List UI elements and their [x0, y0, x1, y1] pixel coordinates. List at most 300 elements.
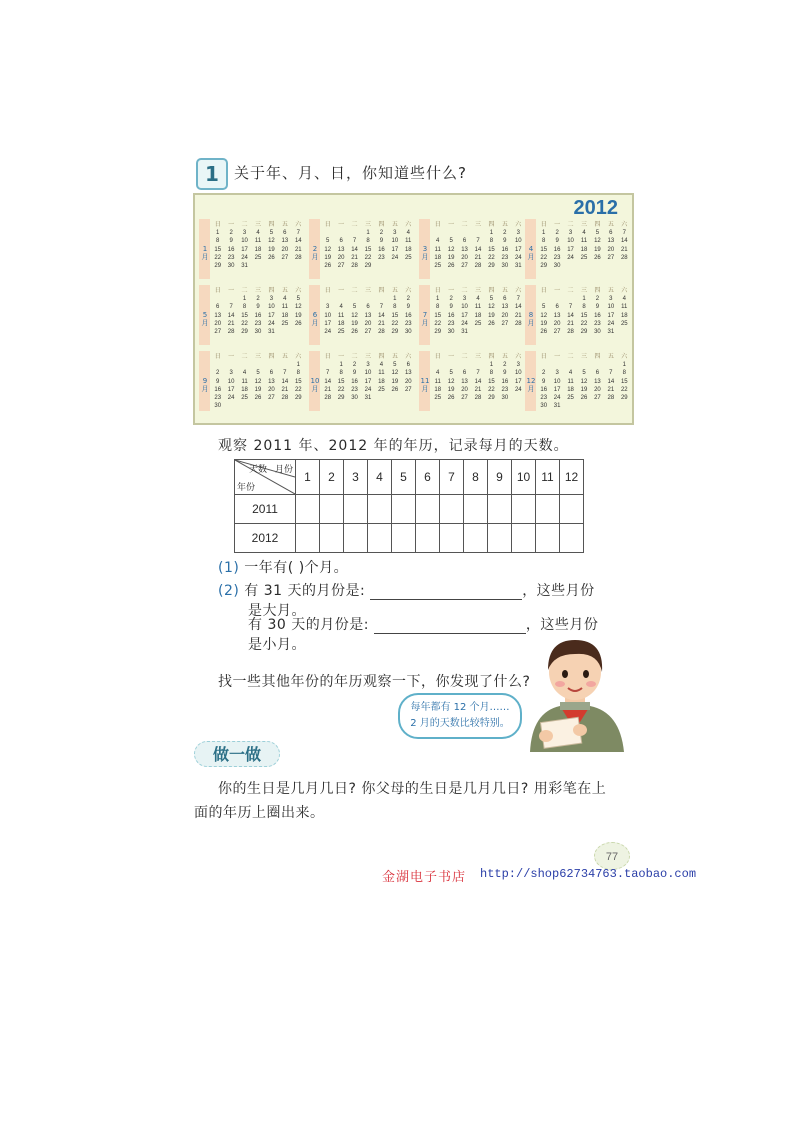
day-cell: 22 [214, 254, 222, 261]
calendar-month [309, 219, 417, 279]
day-cell: 23 [404, 320, 412, 327]
table-cell[interactable] [392, 495, 416, 524]
day-cell: 5 [393, 362, 397, 369]
day-cell: 5 [489, 296, 494, 303]
weekday-header: 日 [540, 222, 547, 228]
day-cell: 3 [516, 362, 520, 369]
day-cell: 3 [242, 230, 247, 237]
day-cell: 10 [391, 238, 399, 245]
day-cell: 11 [241, 378, 248, 385]
empty-day-cell [238, 361, 251, 369]
day-cell: 29 [294, 395, 302, 402]
day-cell: 27 [607, 254, 615, 261]
question-2-number: (2) [218, 583, 240, 599]
month-header-cell: 4 [368, 460, 392, 495]
day-cell: 23 [501, 386, 509, 393]
day-cell: 5 [352, 304, 357, 311]
weekday-header: 五 [281, 222, 288, 228]
day-cell: 21 [378, 320, 385, 327]
day-cell: 9 [503, 238, 507, 245]
calendar-month [309, 351, 417, 411]
table-cell[interactable] [560, 524, 584, 553]
day-cell: 15 [488, 246, 495, 253]
weekday-header: 二 [351, 354, 358, 360]
weekday-header: 五 [607, 354, 614, 360]
day-cell: 19 [351, 320, 358, 327]
weekday-header: 四 [268, 288, 275, 294]
weekday-header: 二 [567, 222, 574, 228]
question-2b-tail: 是小月。 [248, 637, 306, 653]
weekday-header: 六 [621, 222, 628, 228]
day-cell: 22 [434, 320, 442, 327]
weekday-header: 四 [594, 288, 601, 294]
day-cell: 3 [609, 296, 613, 303]
weekday-header: 一 [338, 288, 345, 294]
table-cell[interactable] [512, 524, 536, 553]
day-cell: 15 [214, 246, 222, 253]
day-cell: 27 [214, 329, 222, 336]
day-cell: 11 [405, 238, 412, 245]
day-cell: 23 [501, 254, 509, 261]
day-cell: 15 [580, 312, 588, 319]
day-cell: 29 [337, 395, 345, 402]
day-cell: 24 [461, 320, 468, 327]
month-label: 9月 [201, 377, 209, 393]
day-cell: 20 [404, 378, 412, 385]
day-cell: 2 [229, 230, 233, 237]
day-cell: 29 [488, 263, 495, 270]
day-cell: 17 [514, 246, 522, 253]
day-cell: 17 [324, 320, 332, 327]
day-cell: 17 [567, 246, 574, 253]
day-cell: 24 [227, 395, 235, 402]
day-cell: 28 [324, 395, 332, 402]
day-cell: 13 [281, 238, 289, 245]
day-cell: 13 [461, 378, 468, 385]
day-cell: 4 [476, 296, 480, 303]
table-cell[interactable] [416, 524, 440, 553]
day-cell: 20 [364, 320, 372, 327]
day-cell: 14 [567, 312, 574, 319]
day-cell: 8 [542, 238, 546, 245]
try-it-line-2: 面的年历上圈出来。 [194, 805, 325, 821]
day-cell: 4 [339, 304, 343, 311]
weekday-header: 二 [567, 288, 574, 294]
day-cell: 8 [216, 238, 220, 245]
corner-label-year: 年份 [237, 482, 256, 492]
day-cell: 12 [447, 378, 455, 385]
weekday-header: 四 [594, 354, 601, 360]
section-number-badge: 1 [196, 158, 228, 190]
empty-day-cell [431, 361, 444, 369]
day-cell: 9 [216, 378, 220, 385]
month-label: 11月 [420, 377, 430, 393]
month-day-grid [321, 221, 415, 270]
empty-day-cell [361, 295, 374, 303]
day-cell: 17 [364, 378, 372, 385]
day-cell: 17 [461, 312, 468, 319]
day-cell: 22 [294, 386, 302, 393]
table-cell[interactable] [464, 495, 488, 524]
day-cell: 27 [364, 329, 372, 336]
empty-day-cell [577, 361, 590, 369]
day-cell: 26 [294, 320, 302, 327]
day-cell: 17 [553, 386, 561, 393]
day-cell: 25 [241, 395, 248, 402]
day-cell: 26 [594, 254, 601, 261]
day-cell: 8 [582, 304, 586, 311]
weekday-header: 五 [391, 222, 398, 228]
day-cell: 27 [594, 395, 601, 402]
day-cell: 31 [268, 329, 275, 336]
day-cell: 6 [283, 230, 287, 237]
day-cell: 4 [582, 230, 586, 237]
day-cell: 6 [503, 296, 507, 303]
weekday-header: 六 [405, 288, 412, 294]
weekday-header: 四 [268, 354, 275, 360]
day-cell: 11 [254, 238, 262, 245]
day-cell: 21 [474, 386, 482, 393]
day-cell: 13 [364, 312, 372, 319]
weekday-header: 日 [540, 288, 547, 294]
weekday-header: 三 [254, 288, 261, 294]
day-cell: 10 [553, 378, 561, 385]
table-cell[interactable] [368, 495, 392, 524]
day-cell: 28 [294, 254, 302, 261]
day-cell: 14 [620, 238, 628, 245]
day-cell: 12 [351, 312, 358, 319]
empty-day-cell [564, 295, 577, 303]
day-cell: 11 [580, 238, 588, 245]
day-cell: 11 [338, 312, 345, 319]
table-cell[interactable] [440, 495, 464, 524]
weekday-header: 一 [228, 222, 235, 228]
day-cell: 17 [227, 386, 235, 393]
weekday-header: 五 [391, 354, 398, 360]
day-cell: 6 [609, 230, 613, 237]
day-cell: 30 [254, 329, 262, 336]
day-cell: 5 [449, 238, 453, 245]
corner-label-month: 月份 [275, 464, 294, 474]
day-cell: 8 [242, 304, 247, 311]
day-cell: 24 [607, 320, 615, 327]
table-cell[interactable] [416, 495, 440, 524]
table-cell[interactable] [488, 495, 512, 524]
day-cell: 16 [501, 378, 509, 385]
weekday-header: 一 [448, 354, 455, 360]
day-cell: 24 [391, 254, 399, 261]
day-cell: 8 [489, 238, 494, 245]
day-cell: 26 [391, 386, 399, 393]
day-cell: 30 [214, 403, 222, 410]
day-cell: 30 [501, 395, 509, 402]
day-cell: 27 [337, 263, 345, 270]
day-cell: 26 [488, 320, 495, 327]
day-cell: 3 [326, 304, 330, 311]
day-cell: 6 [269, 370, 274, 377]
day-cell: 3 [462, 296, 467, 303]
day-cell: 12 [268, 238, 275, 245]
empty-day-cell [321, 295, 334, 303]
question-2a [218, 580, 595, 600]
weekday-header: 一 [228, 354, 235, 360]
day-cell: 21 [567, 320, 574, 327]
table-cell[interactable] [488, 524, 512, 553]
day-cell: 18 [434, 254, 442, 261]
day-cell: 6 [595, 370, 600, 377]
day-cell: 19 [540, 320, 548, 327]
day-cell: 7 [622, 230, 626, 237]
day-cell: 4 [436, 370, 440, 377]
day-cell: 20 [594, 386, 601, 393]
month-day-grid [537, 353, 631, 410]
day-cell: 14 [294, 238, 302, 245]
try-it-header: 做一做 [194, 741, 280, 767]
weekday-header: 三 [364, 354, 371, 360]
day-cell: 5 [449, 370, 453, 377]
day-cell: 30 [404, 329, 412, 336]
day-cell: 14 [514, 304, 522, 311]
day-cell: 20 [461, 254, 468, 261]
day-cell: 10 [268, 304, 275, 311]
day-cell: 22 [540, 254, 548, 261]
day-cell: 1 [339, 362, 343, 369]
empty-day-cell [224, 295, 237, 303]
day-cell: 23 [214, 395, 222, 402]
day-cell: 23 [351, 386, 358, 393]
day-cell: 26 [351, 329, 358, 336]
day-cell: 14 [281, 378, 289, 385]
day-cell: 20 [461, 386, 468, 393]
answer-blank-31-days[interactable] [370, 585, 522, 600]
table-row [235, 524, 584, 553]
day-cell: 17 [514, 378, 522, 385]
day-cell: 10 [607, 304, 615, 311]
day-cell: 16 [214, 386, 222, 393]
weekday-header: 一 [338, 222, 345, 228]
day-cell: 7 [516, 296, 520, 303]
day-cell: 18 [620, 312, 628, 319]
day-cell: 13 [268, 378, 275, 385]
month-day-grid [537, 287, 631, 336]
day-cell: 24 [268, 320, 275, 327]
day-cell: 6 [366, 304, 370, 311]
table-cell[interactable] [512, 495, 536, 524]
day-cell: 19 [294, 312, 302, 319]
table-row [235, 495, 584, 524]
day-cell: 13 [553, 312, 561, 319]
empty-day-cell [444, 229, 457, 237]
table-cell[interactable] [368, 524, 392, 553]
calendar-2012 [193, 193, 634, 425]
row-year-label: 2011 [235, 495, 296, 524]
day-cell: 10 [227, 378, 235, 385]
day-cell: 16 [404, 312, 412, 319]
day-cell: 19 [391, 378, 399, 385]
day-cell: 8 [296, 370, 300, 377]
weekday-header: 五 [281, 354, 288, 360]
month-label: 10月 [310, 377, 320, 393]
weekday-header: 二 [461, 354, 468, 360]
empty-day-cell [604, 361, 617, 369]
day-cell: 22 [241, 320, 248, 327]
day-cell: 31 [514, 263, 522, 270]
day-cell: 3 [516, 230, 520, 237]
day-cell: 7 [476, 370, 480, 377]
day-cell: 21 [281, 386, 289, 393]
month-header-cell: 1 [296, 460, 320, 495]
day-cell: 3 [366, 362, 370, 369]
month-day-grid [211, 221, 305, 270]
month-header-cell: 8 [464, 460, 488, 495]
weekday-header: 日 [324, 222, 331, 228]
month-header-cell: 7 [440, 460, 464, 495]
day-cell: 31 [364, 395, 372, 402]
day-cell: 18 [404, 246, 412, 253]
day-cell: 28 [474, 395, 482, 402]
weekday-header: 三 [364, 288, 371, 294]
day-cell: 30 [594, 329, 601, 336]
day-cell: 28 [227, 329, 235, 336]
corner-label-days: 天数 [249, 464, 268, 474]
day-cell: 1 [542, 230, 546, 237]
table-cell[interactable] [536, 495, 560, 524]
month-label: 7月 [421, 311, 429, 327]
table-cell[interactable] [296, 524, 320, 553]
day-cell: 29 [540, 263, 548, 270]
month-label: 8月 [527, 311, 535, 327]
table-cell[interactable] [560, 495, 584, 524]
day-cell: 20 [337, 254, 345, 261]
day-cell: 2 [352, 362, 357, 369]
day-cell: 25 [404, 254, 412, 261]
day-cell: 10 [364, 370, 372, 377]
month-label: 1月 [201, 245, 209, 261]
day-cell: 23 [378, 254, 385, 261]
weekday-header: 二 [241, 288, 248, 294]
day-cell: 5 [326, 238, 330, 245]
day-cell: 13 [594, 378, 601, 385]
day-cell: 15 [294, 378, 302, 385]
day-cell: 23 [447, 320, 455, 327]
day-cell: 30 [553, 263, 561, 270]
day-cell: 3 [393, 230, 397, 237]
day-cell: 19 [324, 254, 332, 261]
day-cell: 22 [391, 320, 399, 327]
weekday-header: 六 [515, 288, 522, 294]
day-cell: 1 [622, 362, 626, 369]
day-cell: 11 [378, 370, 385, 377]
table-cell[interactable] [536, 524, 560, 553]
weekday-header: 二 [241, 354, 248, 360]
day-cell: 14 [378, 312, 385, 319]
day-cell: 29 [488, 395, 495, 402]
day-cell: 11 [621, 304, 628, 311]
month-header-cell: 5 [392, 460, 416, 495]
table-cell[interactable] [392, 524, 416, 553]
day-cell: 4 [568, 370, 573, 377]
day-cell: 26 [447, 395, 455, 402]
page-number: 77 [594, 842, 630, 870]
footer-shop-url[interactable]: http://shop62734763.taobao.com [480, 867, 697, 881]
day-cell: 16 [540, 386, 548, 393]
day-cell: 25 [434, 395, 442, 402]
day-cell: 31 [553, 403, 561, 410]
month-day-grid [211, 353, 305, 410]
weekday-header: 三 [580, 354, 587, 360]
calendar-month [525, 219, 633, 279]
weekday-header: 日 [434, 354, 441, 360]
try-it-line-1: 你的生日是几月几日? 你父母的生日是几月几日? 用彩笔在上 [218, 781, 607, 797]
day-cell: 9 [229, 238, 233, 245]
day-cell: 27 [461, 263, 468, 270]
day-cell: 19 [447, 254, 455, 261]
empty-day-cell [265, 361, 278, 369]
day-cell: 27 [501, 320, 509, 327]
day-cell: 12 [447, 246, 455, 253]
day-cell: 24 [324, 329, 332, 336]
day-cell: 23 [594, 320, 601, 327]
day-cell: 4 [622, 296, 626, 303]
day-cell: 22 [488, 254, 495, 261]
table-cell[interactable] [464, 524, 488, 553]
table-cell[interactable] [320, 524, 344, 553]
question-2b-suffix: ，这些月份 [525, 617, 599, 633]
month-label: 5月 [201, 311, 209, 327]
day-cell: 5 [269, 230, 274, 237]
weekday-header: 一 [554, 222, 561, 228]
day-cell: 24 [364, 386, 372, 393]
day-cell: 13 [501, 304, 509, 311]
day-cell: 8 [436, 304, 440, 311]
empty-day-cell [211, 295, 224, 303]
day-cell: 23 [553, 254, 561, 261]
table-cell[interactable] [344, 524, 368, 553]
question-2a-suffix: ，这些月份 [522, 583, 595, 599]
day-cell: 1 [366, 230, 370, 237]
day-cell: 3 [568, 230, 573, 237]
weekday-header: 一 [554, 288, 561, 294]
table-cell[interactable] [440, 524, 464, 553]
day-cell: 9 [449, 304, 453, 311]
answer-blank-30-days[interactable] [374, 619, 526, 634]
table-cell[interactable] [320, 495, 344, 524]
day-cell: 1 [393, 296, 397, 303]
day-cell: 15 [540, 246, 548, 253]
day-cell: 18 [580, 246, 588, 253]
day-cell: 4 [256, 230, 260, 237]
month-header-cell: 3 [344, 460, 368, 495]
question-2b-prefix: 有 30 天的月份是: [248, 617, 369, 633]
weekday-header: 五 [607, 288, 614, 294]
day-cell: 9 [379, 238, 384, 245]
day-cell: 17 [607, 312, 615, 319]
calendar-month [419, 285, 527, 345]
day-cell: 27 [281, 254, 289, 261]
day-cell: 11 [474, 304, 482, 311]
day-cell: 11 [434, 246, 441, 253]
day-cell: 24 [241, 254, 248, 261]
table-cell[interactable] [296, 495, 320, 524]
day-cell: 12 [488, 304, 495, 311]
table-cell[interactable] [344, 495, 368, 524]
day-cell: 5 [542, 304, 546, 311]
day-cell: 20 [553, 320, 561, 327]
day-cell: 28 [378, 329, 385, 336]
section-title: 关于年、月、日，你知道些什么? [234, 164, 467, 182]
find-instruction: 找一些其他年份的年历观察一下，你发现了什么? [218, 674, 531, 690]
day-cell: 31 [461, 329, 468, 336]
